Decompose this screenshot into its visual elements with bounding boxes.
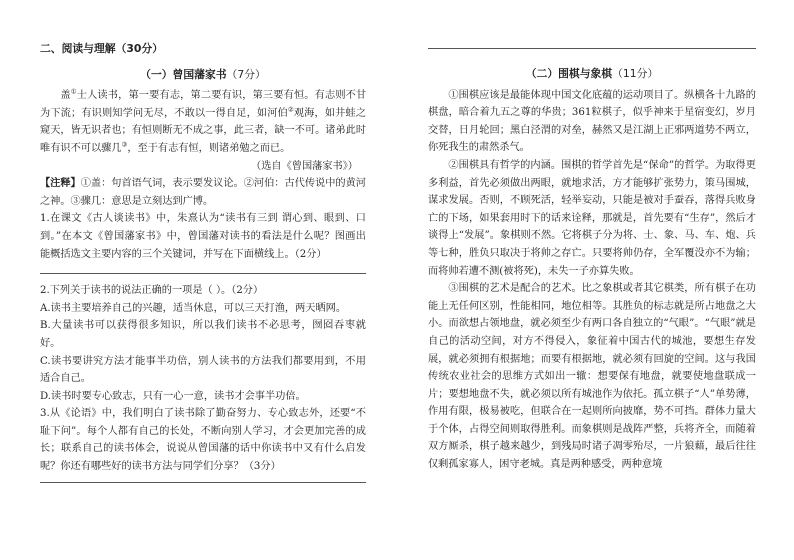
article1-title-line [40, 66, 366, 84]
article1-title: （一）曾国藩家书 [140, 67, 227, 81]
note-label: 【注释】 [40, 177, 81, 190]
question-2-stem: 2.下列关于读书的说法正确的一项是（ ）。（2分） [40, 285, 264, 297]
note-text: ①盖：句首语气词，表示要发议论。②河伯：古代传说中的黄河之神。③骤几：意思是立刻达到广博。 [40, 178, 366, 207]
article1-notes [40, 175, 366, 210]
article2-paragraph-3: ③围棋的艺术是配合的艺术。比之象棋或者其它棋类，所有棋子在功能上无任何区别，性能相同，地位相等。其胜负的标志就是所占地盘之大小。而欲想占领地盘，就必须至少有两口各自独立的“气眼”。“气眼”就是自己的活动空间，对方不得侵入，象征着中国古代的城池，要想生存发展，就必须拥有根据地；而要有根据地，就必须有回旋的空间。这与我国传统农业社会的思维方式如出一辙：想要保有地盘，就要使地盘联成一片；要想地盘不失，就必须以所有城池作为依托。孤立棋子“人”单势薄，作用有限，极易被吃，但联合在一起则所向披靡，势不可挡。群体力量大于个体，占得空间则取得胜利。而象棋则是战阵严整，兵将齐全，而随着双方厮杀，棋子越来越少，到残局时诸子凋零殆尽，一片狼藉，最后往往仅剩孤家寡人，困守老城。真是两种感受，两种意境 [428, 283, 756, 471]
article2-paragraph-1: ①围棋应该是最能体现中国文化底蕴的运动项目了。纵横各十九路的棋盘，暗合着九五之尊的华贵；361粒棋子，似乎神来于星宿变幻，岁月交替，日月轮回；黑白泾渭的对垒，赫然又是江湖上正邪两道势不两立，你死我生的肃然杀气。 [428, 89, 756, 154]
left-column [40, 40, 366, 483]
top-answer-line[interactable] [428, 48, 756, 49]
article1-paragraph: 盖①士人读书，第一要有志，第二要有识，第三要有恒。有志则不甘为下流；有识则知学问无尽，不敢以一得自足，如河伯②观海，如井蛙之窥天，皆无识者也；有恒则断无不成之事，此三者，缺一不可。诸弟此时唯有识不可以骤几③，至于有志有恒，则诸弟勉之而已。 [40, 87, 367, 154]
article2-title: （二）围棋与象棋 [525, 67, 613, 80]
question-2-option-b: B.大量读书可以获得很多知识，所以我们读书不必思考，囫囵吞枣就好。 [40, 320, 366, 349]
section-heading: 二、阅读与理解（30分） [40, 42, 163, 55]
article1-score: （7分） [226, 67, 266, 81]
question-2-option-d: D.读书时要专心致志，只有一心一意，读书才会事半功倍。 [40, 390, 306, 402]
right-column [428, 40, 756, 474]
article2-paragraph-2: ②围棋具有哲学的内涵。围棋的哲学首先是“保命”的哲学。为取得更多利益，首先必须做出两眼，就地求活，方才能够扩张势力，策马围城，谋求发展。否则，不顾死活，轻举妄动，只能是被对手蚕吞，落得兵败身亡的下场，如果套用时下的话来诠释，那就是，首先要有“生存”，然后才谈得上“发展”。象棋则不然。它将棋子分为将、士、象、马、车、炮、兵等七种，胜负只取决于将帅之存亡。只要将帅仍存，全军覆没亦不为输；而将帅若遭不测(被将死)，未失一子亦算失败。 [428, 159, 756, 277]
question-1: 1.在课文《古人谈读书》中，朱熹认为“读书有三到 谓心到、眼到、口到。”在本文《曾国藩家书》中，曾国藩对读书的看法是什么呢？图画出能概括选文主要内容的三个关键词，并写在下面横线上。（2分） [40, 213, 366, 260]
article1-source: （选自《曾国藩家书》） [251, 160, 358, 172]
article2-score: （11分） [612, 67, 659, 80]
answer-line-3[interactable] [40, 482, 366, 483]
question-2-option-a: A.读书主要培养自己的兴趣，适当休息，可以三天打渔，两天晒网。 [40, 302, 347, 314]
answer-line-1[interactable] [40, 273, 366, 274]
question-3: 3.从《论语》中，我们明白了读书除了勤奋努力、专心致志外，还要“不耻下问”。每个人都有自己的长处，不断向别人学习，才会更加完善的成长；联系自己的读书体会，说说从曾国藩的话中你读书中又有什么启发呢？你还有哪些好的读书方法与同学们分享？（3分） [40, 408, 366, 473]
question-2-option-c: C.读书要讲究方法才能事半功倍，别人读书的方法我们都要用到，不用适合自己。 [40, 355, 366, 385]
article2-title-line [428, 65, 756, 83]
